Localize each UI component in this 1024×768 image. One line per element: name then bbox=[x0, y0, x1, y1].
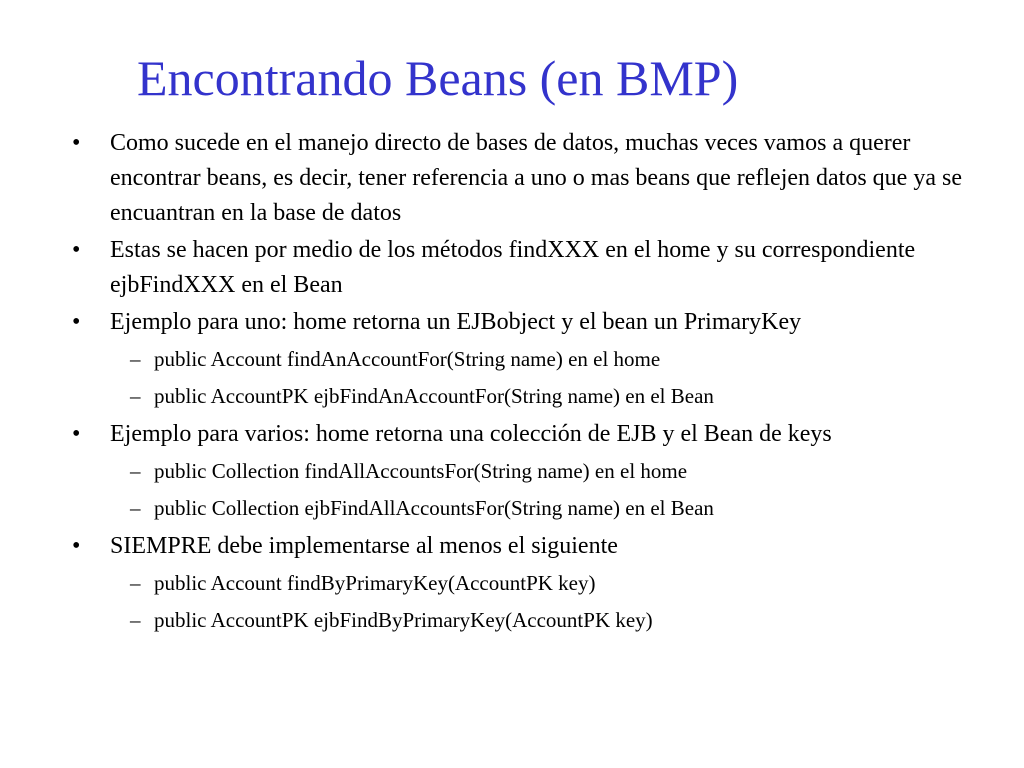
sub-bullet-item bbox=[110, 341, 992, 378]
sub-bullet-list bbox=[110, 341, 992, 415]
bullet-marker: • bbox=[72, 130, 81, 156]
bullet-list bbox=[72, 126, 992, 641]
sub-bullet-text: public Collection findAllAccountsFor(String name) en el home bbox=[154, 459, 688, 483]
bullet-marker: • bbox=[72, 421, 81, 447]
sub-bullet-item bbox=[110, 490, 992, 527]
bullet-item bbox=[72, 233, 992, 303]
sub-bullet-marker: – bbox=[130, 496, 141, 520]
sub-bullet-marker: – bbox=[130, 347, 141, 371]
sub-bullet-text: public Collection ejbFindAllAccountsFor(String name) en el Bean bbox=[154, 496, 714, 520]
slide-title: Encontrando Beans (en BMP) bbox=[137, 50, 739, 106]
bullet-marker: • bbox=[72, 309, 81, 335]
sub-bullet-item bbox=[110, 602, 992, 639]
bullet-text: Como sucede en el manejo directo de bases de datos, muchas veces vamos a querer encontrar beans, es decir, tener referencia a uno o mas beans que reflejen datos que ya se encuantran en la base de datos bbox=[110, 130, 962, 226]
sub-bullet-marker: – bbox=[130, 571, 141, 595]
sub-bullet-item bbox=[110, 378, 992, 415]
bullet-marker: • bbox=[72, 533, 81, 559]
sub-bullet-marker: – bbox=[130, 608, 141, 632]
bullet-item bbox=[72, 529, 992, 639]
bullet-text: SIEMPRE debe implementarse al menos el siguiente bbox=[110, 533, 618, 559]
bullet-text: Ejemplo para uno: home retorna un EJBobject y el bean un PrimaryKey bbox=[110, 309, 802, 335]
sub-bullet-item bbox=[110, 565, 992, 602]
sub-bullet-marker: – bbox=[130, 459, 141, 483]
bullet-text: Ejemplo para varios: home retorna una colección de EJB y el Bean de keys bbox=[110, 421, 832, 447]
sub-bullet-text: public AccountPK ejbFindAnAccountFor(String name) en el Bean bbox=[154, 384, 714, 408]
sub-bullet-text: public AccountPK ejbFindByPrimaryKey(AccountPK key) bbox=[154, 608, 653, 632]
sub-bullet-text: public Account findByPrimaryKey(AccountPK key) bbox=[154, 571, 596, 595]
bullet-item bbox=[72, 417, 992, 527]
sub-bullet-item bbox=[110, 453, 992, 490]
sub-bullet-marker: – bbox=[130, 384, 141, 408]
bullet-marker: • bbox=[72, 237, 81, 263]
bullet-text: Estas se hacen por medio de los métodos findXXX en el home y su correspondiente ejbFindXXX en el Bean bbox=[110, 237, 916, 298]
sub-bullet-text: public Account findAnAccountFor(String name) en el home bbox=[154, 347, 661, 371]
bullet-item bbox=[72, 305, 992, 415]
sub-bullet-list bbox=[110, 453, 992, 527]
sub-bullet-list bbox=[110, 565, 992, 639]
bullet-item bbox=[72, 126, 992, 231]
